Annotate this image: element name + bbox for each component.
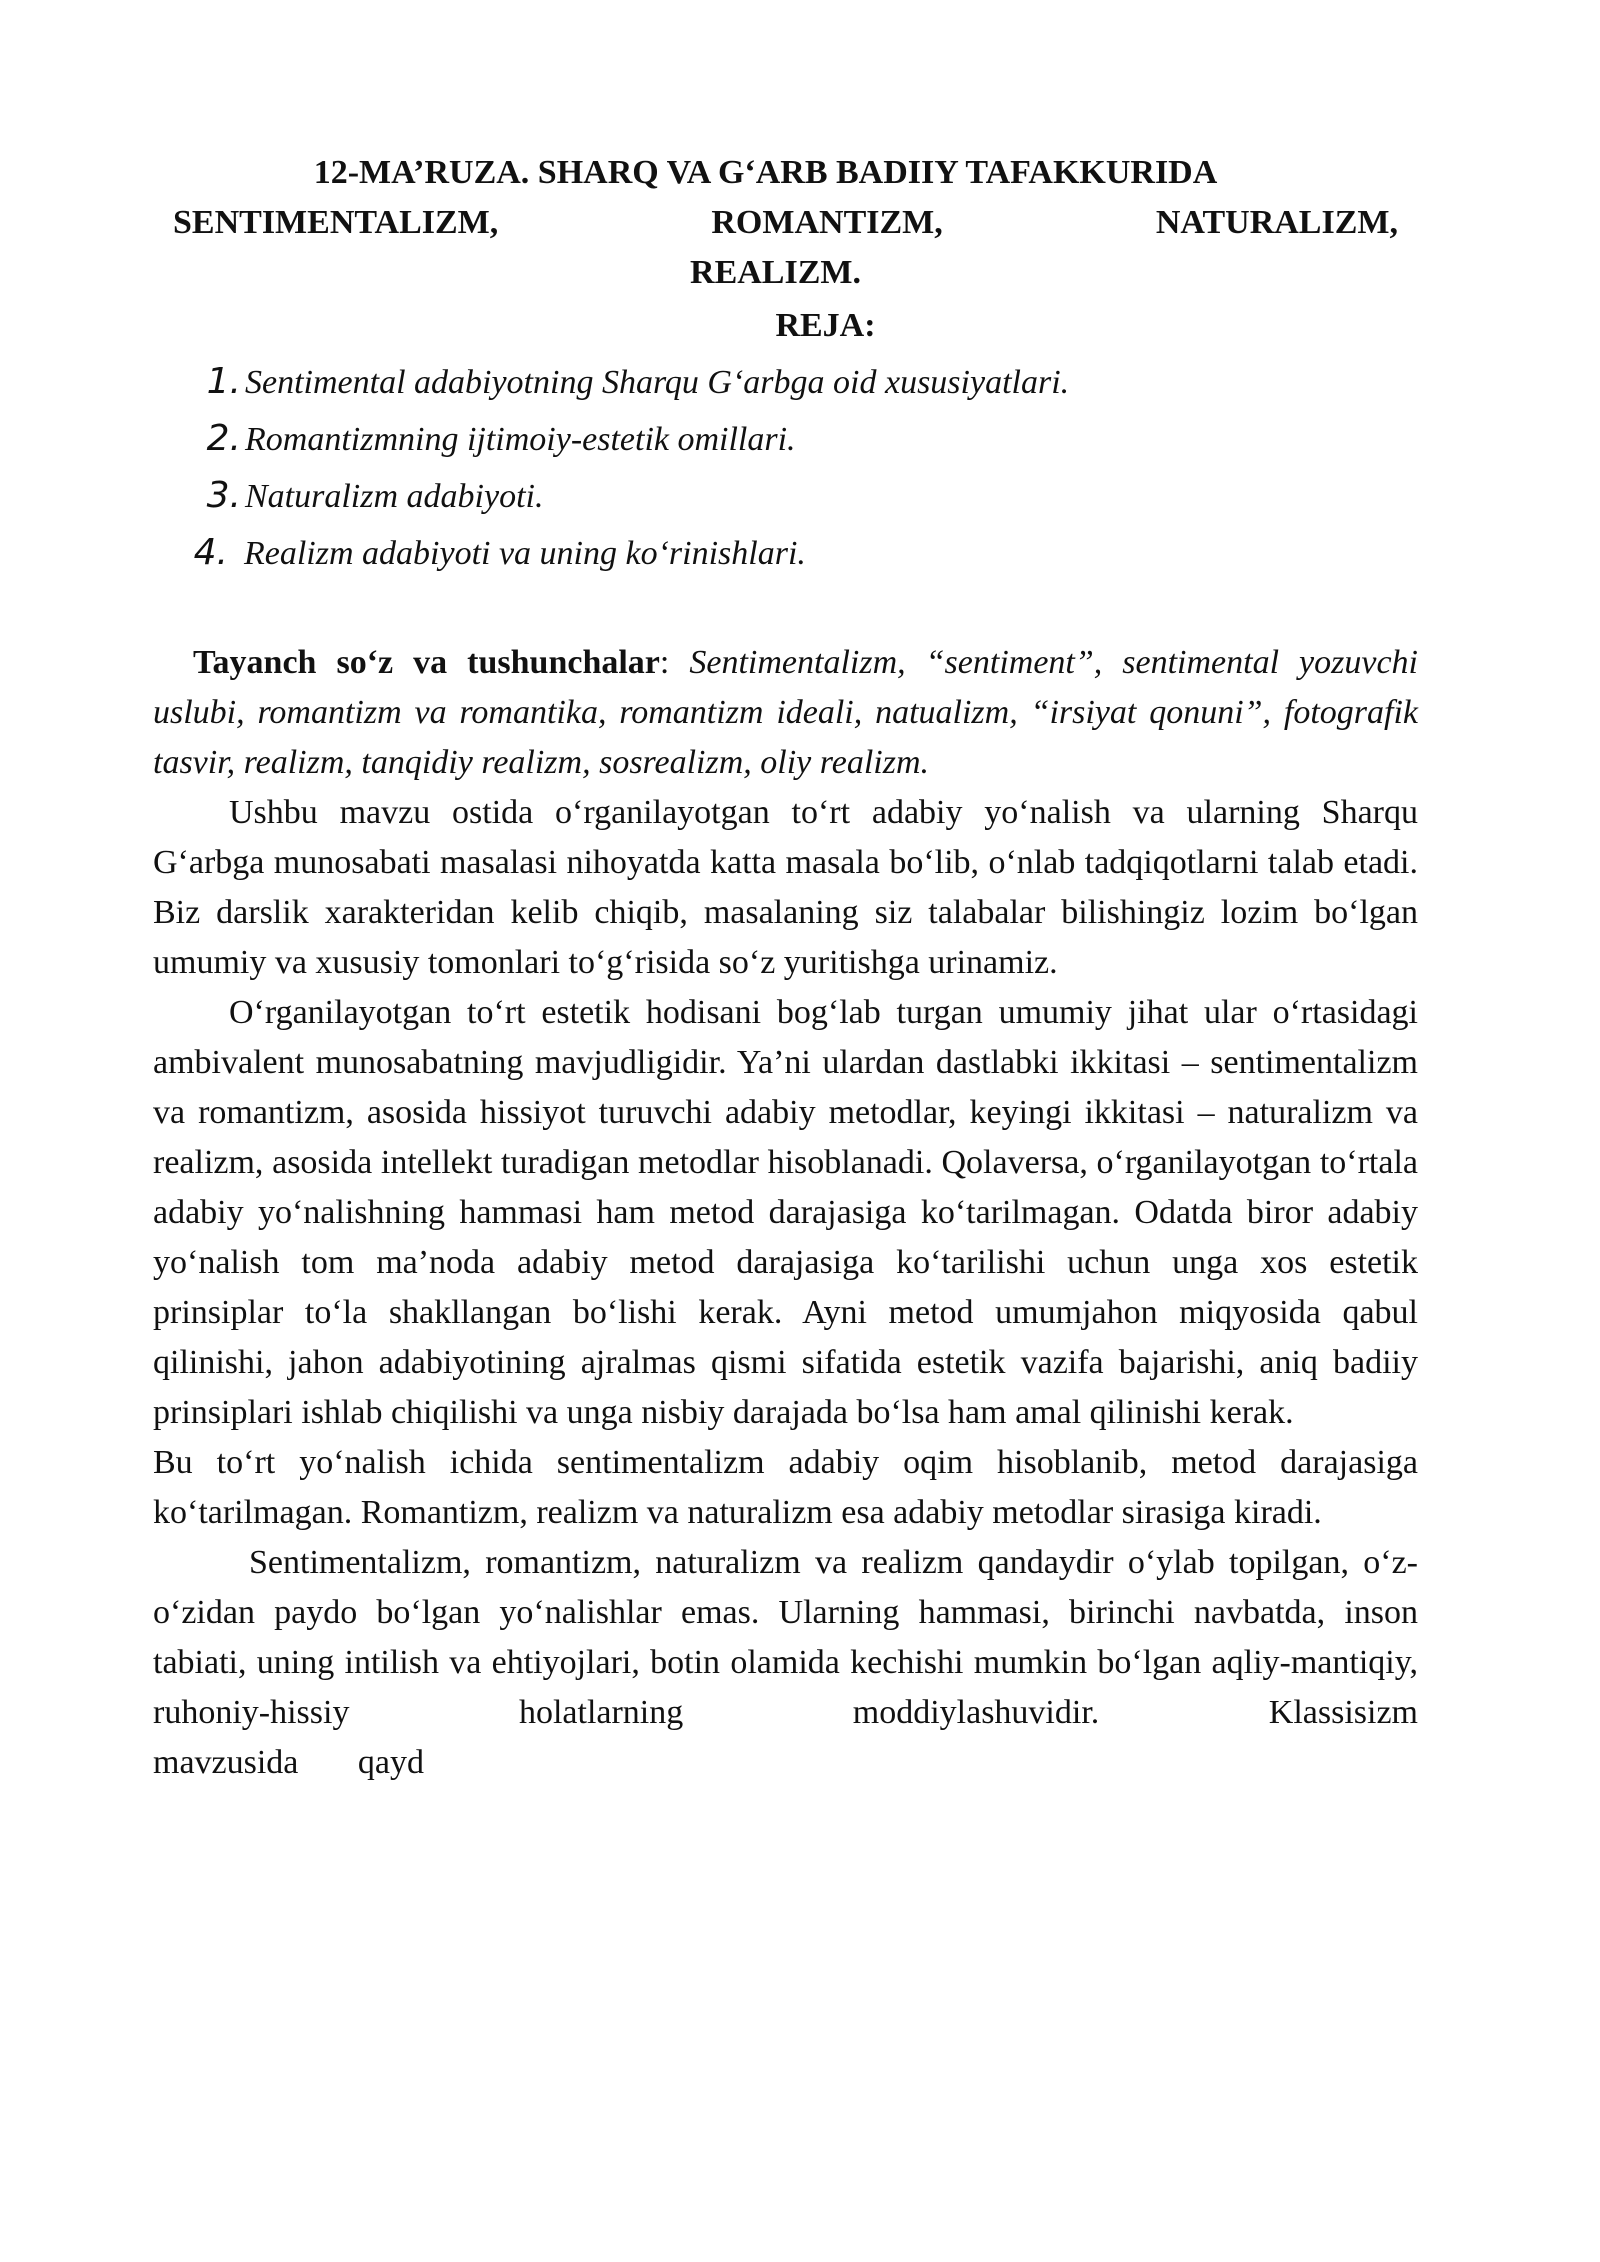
keywords-colon: : (659, 644, 690, 681)
plan-list (153, 354, 1418, 582)
plan-item (153, 411, 1418, 468)
keywords-paragraph (153, 638, 1418, 788)
paragraph-4-last-line: mavzusida qayd (153, 1744, 424, 1781)
plan-heading: REJA: (775, 307, 876, 344)
plan-item (153, 468, 1418, 525)
plan-item-number: 2. (206, 418, 241, 459)
plan-item-text: Naturalizm adabiyoti. (245, 478, 544, 515)
lecture-title-line1: 12-MA’RUZA. SHARQ VA G‘ARB BADIIY TAFAKKURIDA (313, 154, 1218, 191)
plan-item-text: Realizm adabiyoti va uning ko‘rinishlari. (244, 535, 806, 572)
plan-item-number: 3. (206, 475, 241, 516)
title-word-sentimentalizm: SENTIMENTALIZM, (173, 204, 499, 241)
keywords-label: Tayanch so‘z va tushunchalar (193, 644, 660, 681)
paragraph-2: O‘rganilayotgan to‘rt estetik hodisani bog‘lab turgan umumiy jihat ular o‘rtasidagi ambivalent munosabatning mavjudligidir. Ya’ni ulardan dastlabki ikkitasi – sentimentalizm va romantizm, asosida hissiyot turuvchi adabiy metodlar, keyingi ikkitasi – naturalizm va realizm, asosida intellekt turadigan metodlar hisoblanadi. Qolaversa, o‘rganilayotgan to‘rtala adabiy yo‘nalishning hammasi ham metod darajasiga ko‘tarilmagan. Odatda biror adabiy yo‘nalish tom ma’noda adabiy metod darajasiga ko‘tarilishi uchun unga xos estetik prinsiplar to‘la shakllangan bo‘lishi kerak. Ayni metod umumjahon miqyosida qabul qilinishi, jahon adabiyotining ajralmas qismi sifatida estetik vazifa bajarishi, aniq badiiy prinsiplari ishlab chiqilishi va unga nisbiy darajada bo‘lsa ham amal qilinishi kerak. (153, 994, 1418, 1431)
plan-item-number: 1. (206, 361, 241, 402)
lecture-title-line3: REALIZM. (690, 254, 861, 291)
title-word-naturalizm: NATURALIZM, (1155, 204, 1398, 241)
plan-item-number: 4. (193, 532, 228, 573)
plan-item-text: Sentimental adabiyotning Sharqu G‘arbga oid xususiyatlari. (245, 364, 1070, 401)
plan-item-text: Romantizmning ijtimoiy-estetik omillari. (245, 421, 796, 458)
plan-item (153, 525, 1418, 582)
paragraph-4: Sentimentalizm, romantizm, naturalizm va realizm qandaydir o‘ylab topilgan, o‘z-o‘zidan paydo bo‘lgan yo‘nalishlar emas. Ularning hammasi, birinchi navbatda, inson tabiati, uning intilish va ehtiyojlari, botin olamida kechishi mumkin bo‘lgan aqliy-mantiqiy, ruhoniy-hissiy holatlarning moddiylashuvidir. Klassisizm (153, 1544, 1418, 1731)
paragraph-1: Ushbu mavzu ostida o‘rganilayotgan to‘rt adabiy yo‘nalish va ularning Sharqu G‘arbga munosabati masalasi nihoyatda katta masala bo‘lib, o‘nlab tadqiqotlarni talab etadi. Biz darslik xarakteridan kelib chiqib, masalaning siz talabalar bilishingiz lozim bo‘lgan umumiy va xususiy tomonlari to‘g‘risida so‘z yuritishga urinamiz. (153, 794, 1418, 981)
plan-item (153, 354, 1418, 411)
keywords-list: Sentimentalizm, “sentiment”, sentimental yozuvchi uslubi, romantizm va romantika, romantizm ideali, natualizm, “irsiyat qonuni”, fotografik tasvir, realizm, tanqidiy realizm, sosrealizm, oliy realizm. (153, 644, 1419, 781)
paragraph-3: Bu to‘rt yo‘nalish ichida sentimentalizm adabiy oqim hisoblanib, metod darajasiga ko‘tarilmagan. Romantizm, realizm va naturalizm esa adabiy metodlar sirasiga kiradi. (153, 1444, 1418, 1531)
title-word-romantizm: ROMANTIZM, (711, 204, 943, 241)
document-page (153, 148, 1418, 1788)
lecture-title-line2 (153, 198, 1418, 248)
